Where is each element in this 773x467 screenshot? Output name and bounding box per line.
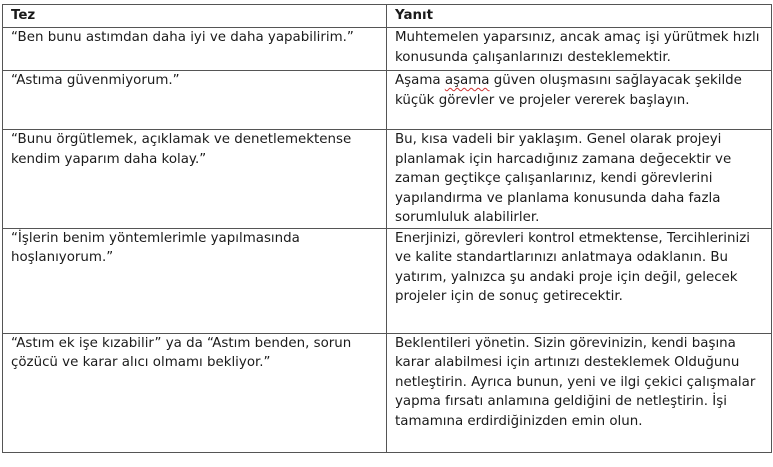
spellcheck-word: aşama	[444, 73, 490, 88]
table-row	[3, 130, 772, 229]
tez-cell: “Astım ek işe kızabilir” ya da “Astım benden, sorun çözücü ve karar alıcı olmamı bekliyor.”	[3, 333, 387, 452]
yanit-text: güven oluşmasını sağlayacak şekilde küçük görevler ve projeler vererek başlayın.	[395, 73, 742, 108]
tez-cell: “İşlerin benim yöntemlerimle yapılmasında hoşlanıyorum.”	[3, 228, 387, 333]
tez-cell: “Astıma güvenmiyorum.”	[3, 71, 387, 130]
table-row	[3, 333, 772, 452]
yanit-cell: Enerjinizi, görevleri kontrol etmektense, Tercihlerinizi ve kalite standartlarınızı anlatmaya odaklanın. Bu yatırım, yalnızca şu andaki proje için değil, gelecek projeler için de sonuç getirecektir.	[387, 228, 772, 333]
table-row	[3, 71, 772, 130]
yanit-cell: Muhtemelen yaparsınız, ancak amaç işi yürütmek hızlı konusunda çalışanlarınızı desteklemektir.	[387, 28, 772, 71]
table-row	[3, 228, 772, 333]
tez-cell: “Ben bunu astımdan daha iyi ve daha yapabilirim.”	[3, 28, 387, 71]
header-yanit: Yanıt	[387, 5, 772, 28]
thesis-response-table	[2, 4, 772, 453]
yanit-cell: Bu, kısa vadeli bir yaklaşım. Genel olarak projeyi planlamak için harcadığınız zamana değecektir ve zaman geçtikçe çalışanlarınız, kendi görevlerini yapılandırma ve planlama konusunda daha fazla sorumluluk alabilirler.	[387, 130, 772, 229]
yanit-cell: Beklentileri yönetin. Sizin görevinizin, kendi başına karar alabilmesi için artınızı desteklemek Olduğunu netleştirin. Ayrıca bunun, yeni ve ilgi çekici çalışmalar yapma fırsatı anlamına geldiğini de netleştirin. İşi tamamına erdirdiğinizden emin olun.	[387, 333, 772, 452]
yanit-cell	[387, 71, 772, 130]
table-header-row	[3, 5, 772, 28]
header-tez: Tez	[3, 5, 387, 28]
table-row	[3, 28, 772, 71]
yanit-text: Aşama	[395, 73, 445, 88]
tez-cell: “Bunu örgütlemek, açıklamak ve denetlemektense kendim yaparım daha kolay.”	[3, 130, 387, 229]
